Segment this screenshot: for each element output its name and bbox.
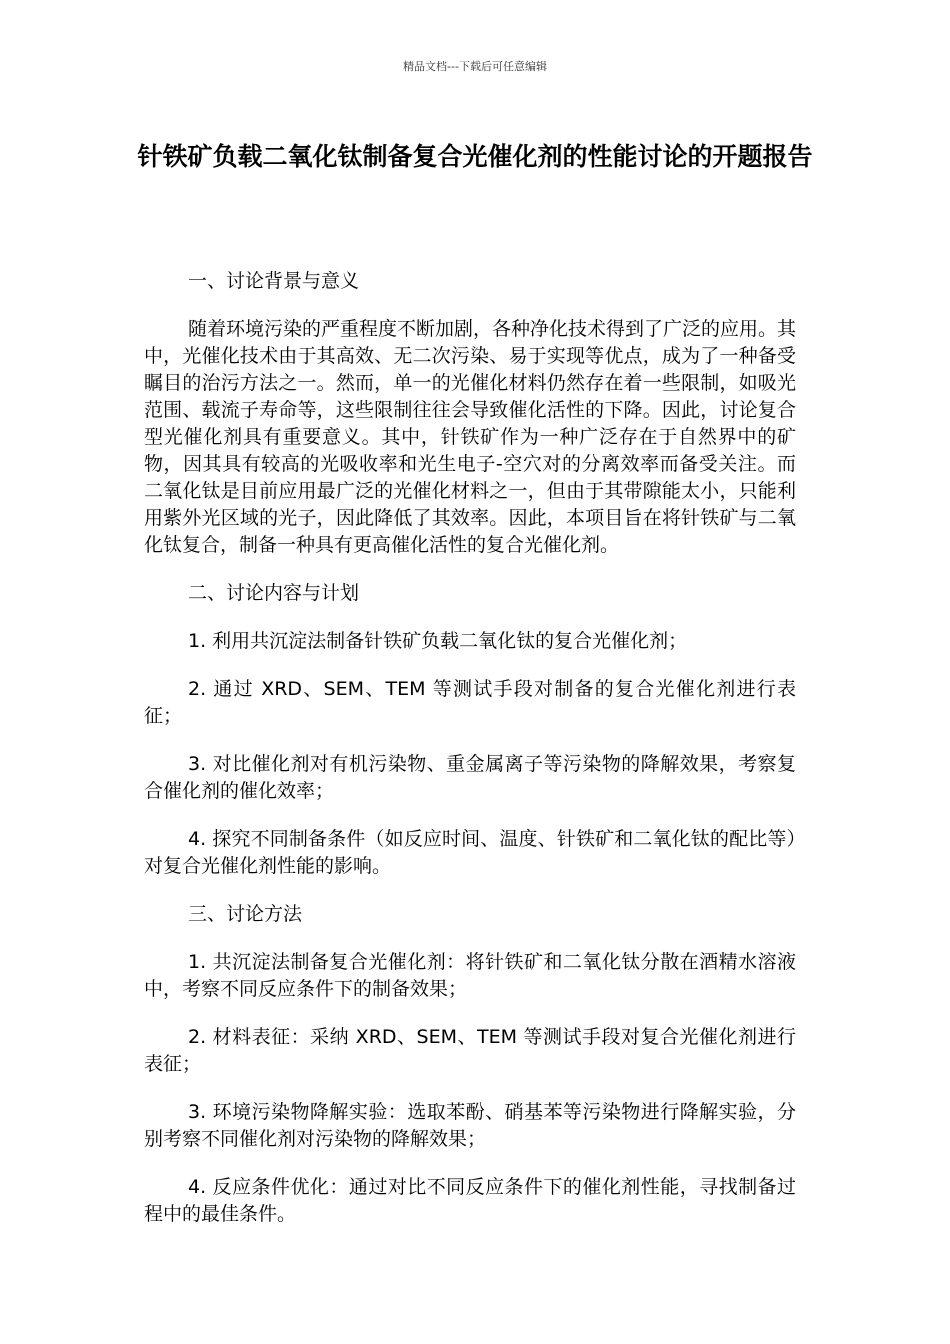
list-item: 4. 探究不同制备条件（如反应时间、温度、针铁矿和二氧化钛的配比等）对复合光催化剂性能的影响。 <box>144 828 796 877</box>
list-item: 1. 共沉淀法制备复合光催化剂：将针铁矿和二氧化钛分散在酒精水溶液中，考察不同反应条件下的制备效果； <box>144 951 796 1000</box>
paragraph: 随着环境污染的严重程度不断加剧，各种净化技术得到了广泛的应用。其中，光催化技术由于其高效、无二次污染、易于实现等优点，成为了一种备受瞩目的治污方法之一。然而，单一的光催化材料仍然存在着一些限制，如吸光范围、载流子寿命等，这些限制往往会导致催化活性的下降。因此，讨论复合型光催化剂具有重要意义。其中，针铁矿作为一种广泛存在于自然界中的矿物，因其具有较高的光吸收率和光生电子-空穴对的分离效率而备受关注。而二氧化钛是目前应用最广泛的光催化材料之一，但由于其带隙能太小，只能利用紫外光区域的光子，因此降低了其效率。因此，本项目旨在将针铁矿与二氧化钛复合，制备一种具有更高催化活性的复合光催化剂。 <box>144 318 797 556</box>
section-heading: 三、讨论方法 <box>188 903 303 925</box>
document-title: 针铁矿负载二氧化钛制备复合光催化剂的性能讨论的开题报告 <box>137 142 813 171</box>
list-item: 2. 材料表征：采纳 XRD、SEM、TEM 等测试手段对复合光催化剂进行表征； <box>144 1026 796 1075</box>
list-item: 2. 通过 XRD、SEM、TEM 等测试手段对制备的复合光催化剂进行表征； <box>144 678 796 727</box>
list-item: 3. 对比催化剂对有机污染物、重金属离子等污染物的降解效果，考察复合催化剂的催化效率； <box>144 753 796 802</box>
section-heading: 一、讨论背景与意义 <box>188 270 360 292</box>
document-body <box>144 268 796 1249</box>
section-heading: 二、讨论内容与计划 <box>188 582 360 604</box>
list-item: 3. 环境污染物降解实验：选取苯酚、硝基苯等污染物进行降解实验，分别考察不同催化剂对污染物的降解效果； <box>144 1101 796 1150</box>
list-item: 1. 利用共沉淀法制备针铁矿负载二氧化钛的复合光催化剂； <box>188 630 688 652</box>
list-item: 4. 反应条件优化：通过对比不同反应条件下的催化剂性能，寻找制备过程中的最佳条件。 <box>144 1176 796 1225</box>
header-note: 精品文档---下载后可任意编辑 <box>403 60 547 73</box>
